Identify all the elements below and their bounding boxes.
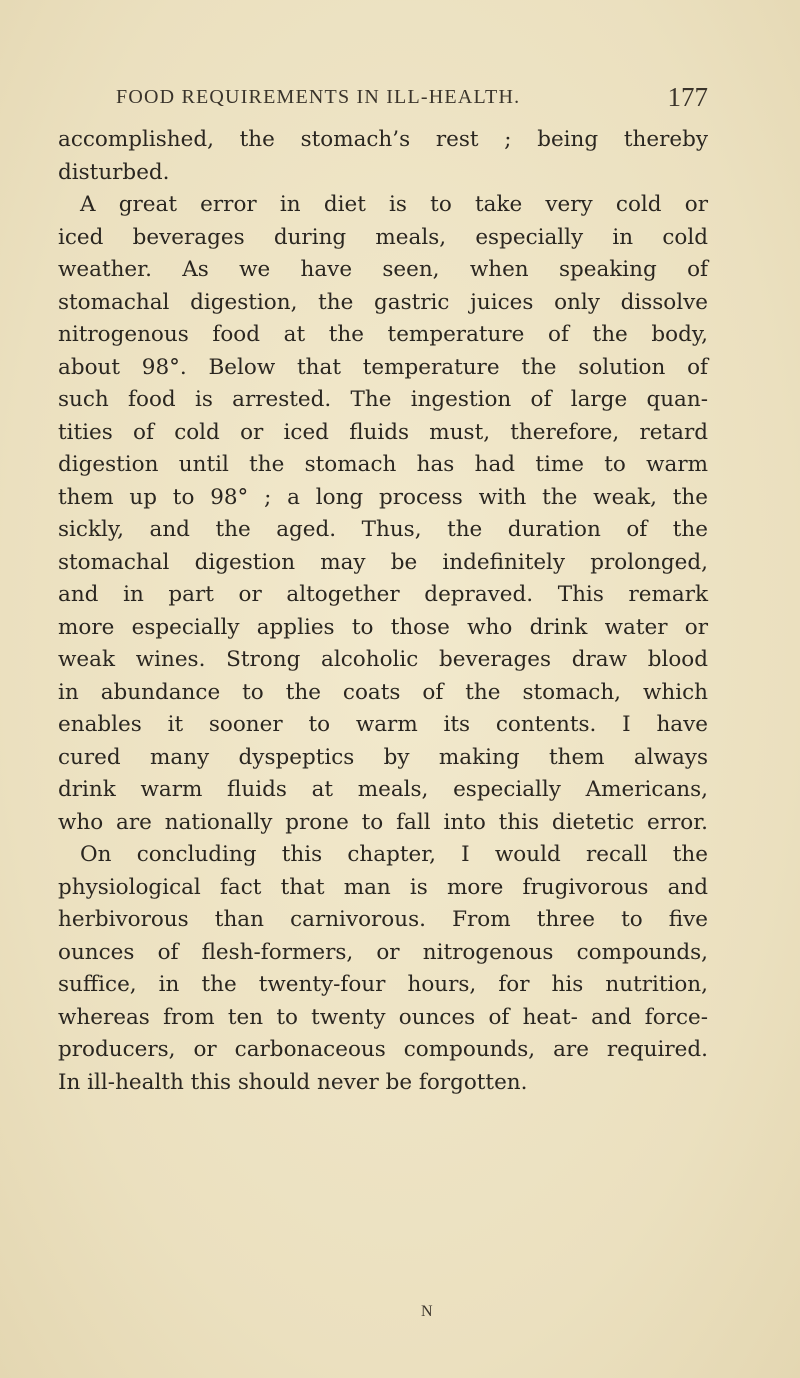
running-title: FOOD REQUIREMENTS IN ILL-HEALTH.	[116, 86, 521, 108]
text-line: whereas from ten to twenty ounces of heat- and force-	[58, 1004, 708, 1030]
text-line: such food is arrested. The ingestion of large quan-	[58, 387, 708, 412]
text-line: who are nationally prone to fall into this dietetic error.	[58, 809, 708, 835]
page-number: 177	[667, 82, 708, 112]
text-line: about 98°. Below that temperature the solution of	[58, 354, 708, 380]
text-line: in abundance to the coats of the stomach, which	[58, 679, 708, 705]
text-line: On concluding this chapter, I would recall the	[80, 842, 708, 867]
text-line: nitrogenous food at the temperature of the body,	[58, 322, 708, 347]
body-text	[58, 124, 708, 1099]
text-line: iced beverages during meals, especially in cold	[58, 224, 708, 250]
text-line: In ill-health this should never be forgotten.	[58, 1069, 528, 1095]
text-line: physiological fact that man is more frugivorous and	[58, 874, 708, 900]
text-line: ounces of flesh-formers, or nitrogenous compounds,	[58, 939, 708, 965]
text-line: enables it sooner to warm its contents. I have	[58, 712, 708, 737]
text-line: suffice, in the twenty-four hours, for his nutrition,	[58, 972, 708, 997]
text-line: herbivorous than carnivorous. From three to five	[58, 907, 708, 932]
text-line: producers, or carbonaceous compounds, are required.	[58, 1037, 708, 1062]
text-line: sickly, and the aged. Thus, the duration of the	[58, 517, 708, 542]
text-line: digestion until the stomach has had time to warm	[58, 452, 708, 477]
running-head	[116, 82, 708, 120]
text-line: tities of cold or iced fluids must, therefore, retard	[58, 419, 708, 445]
text-line: A great error in diet is to take very cold or	[80, 192, 708, 217]
text-line: and in part or altogether depraved. This remark	[58, 582, 708, 607]
signature-mark: N	[421, 1303, 433, 1320]
text-line: accomplished, the stomach’s rest ; being thereby	[58, 127, 708, 152]
text-line: stomachal digestion, the gastric juices only dissolve	[58, 289, 708, 315]
text-line: more especially applies to those who drink water or	[58, 614, 708, 640]
text-line: weather. As we have seen, when speaking of	[58, 257, 708, 282]
text-line: weak wines. Strong alcoholic beverages draw blood	[58, 647, 708, 672]
text-line: disturbed.	[58, 159, 170, 185]
text-line: cured many dyspeptics by making them always	[58, 744, 708, 770]
text-line: stomachal digestion may be indefinitely prolonged,	[58, 549, 708, 575]
text-line: drink warm fluids at meals, especially Americans,	[58, 777, 708, 802]
text-line: them up to 98° ; a long process with the weak, the	[58, 484, 708, 510]
